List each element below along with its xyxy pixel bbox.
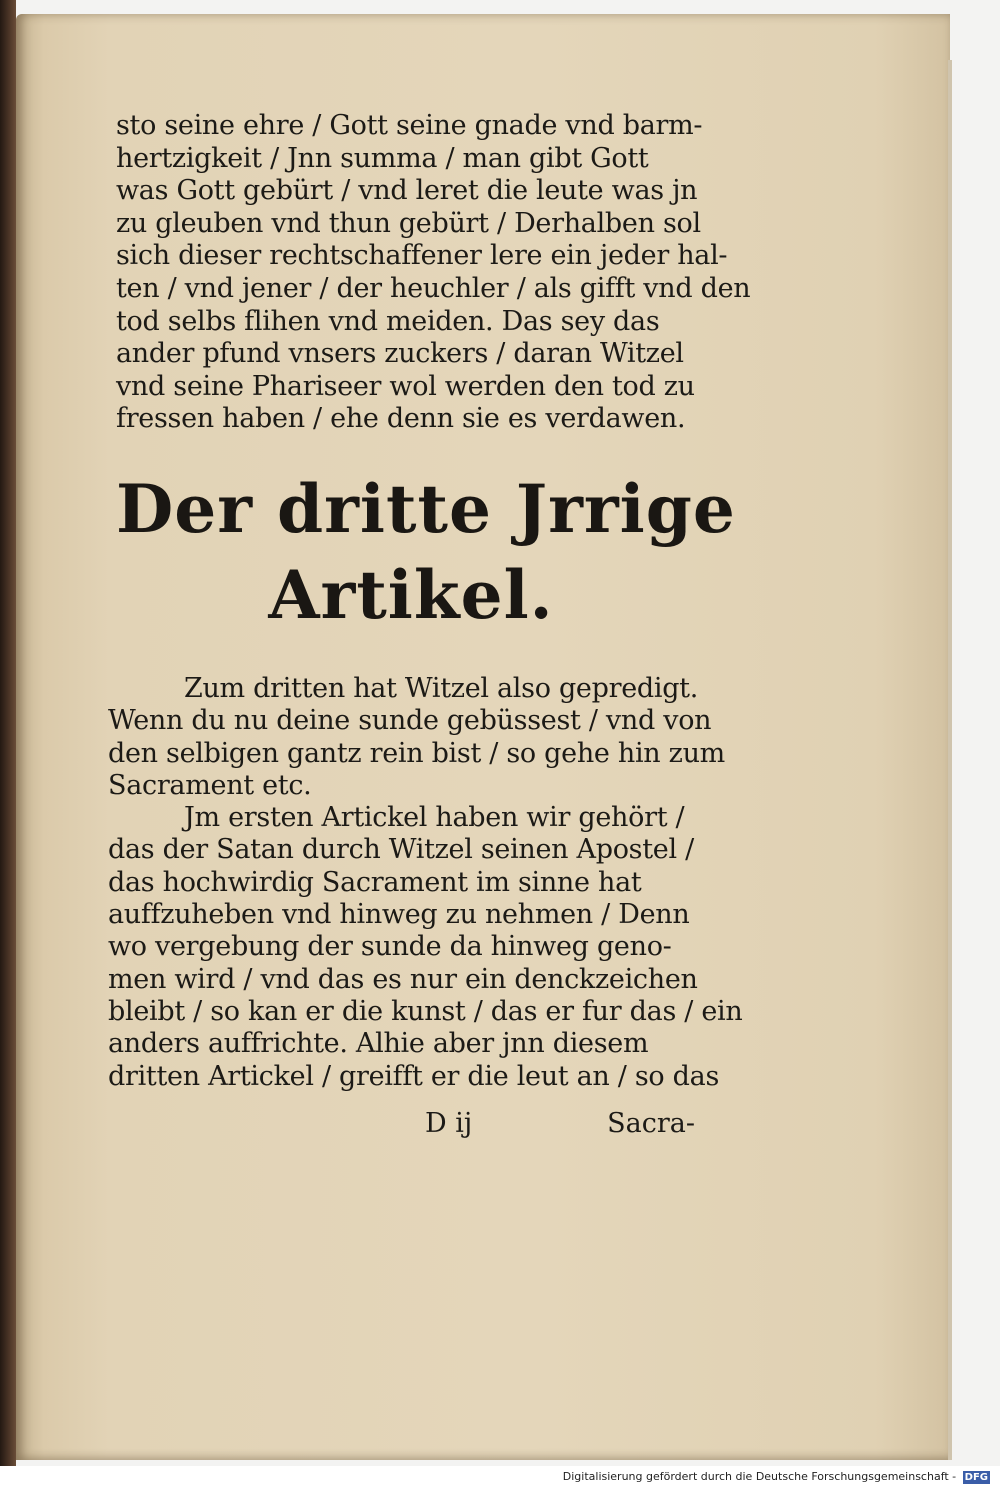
heading-line: Der dritte Jrrige <box>116 470 736 548</box>
page-foot <box>425 1108 695 1144</box>
text-line: fressen haben / ehe denn sie es verdawen. <box>116 403 686 435</box>
text-line: Zum dritten hat Witzel also gepredigt. <box>184 673 699 704</box>
text-line: auffzuheben vnd hinweg zu nehmen / Denn <box>108 899 690 931</box>
text-line: vnd seine Phariseer wol werden den tod zu <box>116 370 695 402</box>
text-line: das der Satan durch Witzel seinen Apostel / <box>108 834 694 866</box>
top-paragraph <box>116 110 751 436</box>
text-line: sto seine ehre / Gott seine gnade vnd barm- <box>116 110 703 141</box>
text-line: was Gott gebürt / vnd leret die leute was jn <box>116 175 698 207</box>
text-line: das hochwirdig Sacrament im sinne hat <box>108 866 642 898</box>
text-line: Sacrament etc. <box>108 769 312 801</box>
dfg-logo: DFG <box>964 1471 988 1483</box>
text-line: Wenn du nu deine sunde gebüssest / vnd von <box>108 705 712 737</box>
digitization-credit <box>563 1469 990 1485</box>
catchword: Sacra- <box>607 1108 695 1139</box>
text-line: ten / vnd jener / der heuchler / als gifft vnd den <box>116 272 751 304</box>
section-heading <box>116 466 736 638</box>
text-line: bleibt / so kan er die kunst / das er fur das / ein <box>108 995 743 1027</box>
text-line: ander pfund vnsers zuckers / daran Witzel <box>116 338 684 370</box>
text-line: zu gleuben vnd thun gebürt / Derhalben sol <box>116 207 701 239</box>
book-cover-edge <box>0 0 16 1466</box>
text-line: men wird / vnd das es nur ein denckzeichen <box>108 963 698 995</box>
heading-line: Artikel. <box>268 556 554 634</box>
signature-mark: D ij <box>425 1108 473 1139</box>
page-edge-shadow <box>948 60 952 1460</box>
text-line: dritten Artickel / greifft er die leut an / so das <box>108 1060 720 1092</box>
text-line: anders auffrichte. Alhie aber jnn diesem <box>108 1028 649 1060</box>
text-line: Jm ersten Artickel haben wir gehört / <box>184 802 685 834</box>
text-line: den selbigen gantz rein bist / so gehe hin zum <box>108 737 725 769</box>
text-line: hertzigkeit / Jnn summa / man gibt Gott <box>116 142 649 174</box>
text-line: sich dieser rechtschaffener lere ein jeder hal- <box>116 240 728 272</box>
text-line: tod selbs flihen vnd meiden. Das sey das <box>116 305 660 337</box>
body-paragraphs <box>108 673 743 1093</box>
credit-text: Digitalisierung gefördert durch die Deutsche Forschungsgemeinschaft - <box>562 1470 957 1483</box>
text-line: wo vergebung der sunde da hinweg geno- <box>108 931 672 963</box>
